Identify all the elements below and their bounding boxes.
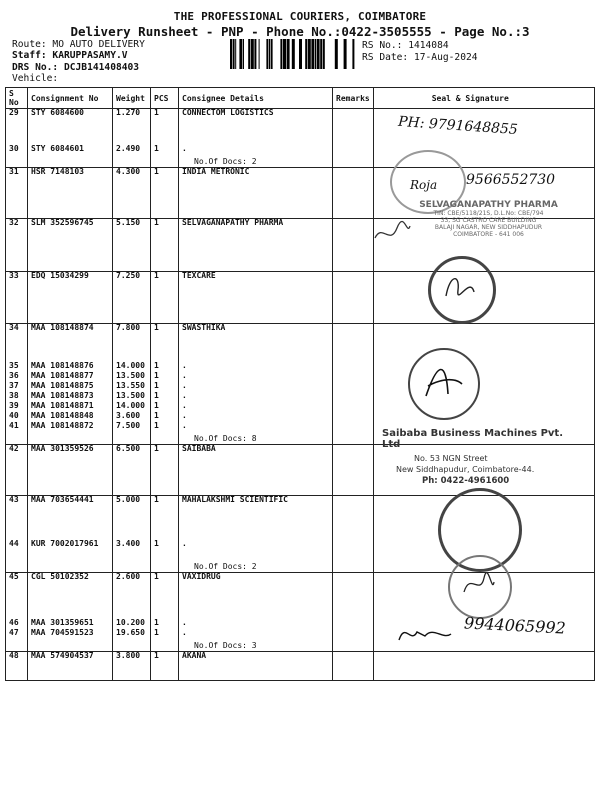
cell-weight xyxy=(113,445,151,496)
cell-weight-text: 7.500 xyxy=(116,421,141,430)
cell-weight-text: 19.650 xyxy=(116,628,145,637)
cell-weight-text: 13.500 xyxy=(116,391,145,400)
cell-consignee-text: MAHALAKSHMI SCIENTIFIC xyxy=(182,495,288,504)
stamp-selva-line1: TIN: CBE/5118/21S, D.L.No: CBE/794 xyxy=(433,210,544,217)
cell-weight xyxy=(113,540,151,573)
cell-pcs-text: 1 xyxy=(154,323,159,332)
cell-consignee-text: . xyxy=(182,411,187,420)
col-pcs: PCS xyxy=(151,88,179,109)
barcode-bar xyxy=(335,39,338,69)
stamp-saibaba-line4: Ph: 0422-4961600 xyxy=(422,476,510,486)
stamp-selva-name: SELVAGANAPATHY PHARMA xyxy=(419,200,558,210)
cell-consignee xyxy=(179,382,333,392)
cell-weight xyxy=(113,422,151,445)
cell-remarks xyxy=(333,219,374,272)
signature-scribble-texcare xyxy=(440,268,480,304)
col-remarks: Remarks xyxy=(333,88,374,109)
cell-consignee-text: . xyxy=(182,361,187,370)
barcode-bar xyxy=(292,39,295,69)
cell-seal-signature xyxy=(373,402,594,412)
cell-sno-text: 31 xyxy=(9,167,19,176)
cell-weight-text: 6.500 xyxy=(116,444,141,453)
vehicle-label: Vehicle: xyxy=(12,73,59,84)
cell-consignee xyxy=(179,372,333,382)
cell-consignment-no xyxy=(28,324,113,363)
cell-consignee-text: TEXCARE xyxy=(182,271,216,280)
cell-pcs-text: 1 xyxy=(154,144,159,153)
cell-remarks xyxy=(333,382,374,392)
cell-consignment-no xyxy=(28,445,113,496)
cell-weight-text: 14.000 xyxy=(116,401,145,410)
cell-pcs-text: 1 xyxy=(154,108,159,117)
cell-sno-text: 37 xyxy=(9,381,19,390)
cell-weight xyxy=(113,109,151,146)
cell-weight xyxy=(113,652,151,681)
cell-consignee-text: . xyxy=(182,539,187,548)
cell-pcs-text: 1 xyxy=(154,411,159,420)
cell-sno xyxy=(6,540,28,573)
cell-consignment-no xyxy=(28,629,113,652)
cell-consignment-no-text: CGL 50102352 xyxy=(31,572,89,581)
staff-label: Staff: KARUPPASAMY.V xyxy=(12,50,128,61)
cell-consignee-text: . xyxy=(182,628,187,637)
barcode-bar xyxy=(283,39,286,69)
col-sno: S No xyxy=(6,88,28,109)
cell-consignee xyxy=(179,412,333,422)
barcode-bar xyxy=(271,39,273,69)
cell-consignee xyxy=(179,324,333,363)
cell-consignee xyxy=(179,362,333,372)
cell-remarks xyxy=(333,540,374,573)
cell-consignment-no-text: STY 6084600 xyxy=(31,108,84,117)
cell-seal-signature xyxy=(373,382,594,392)
saibaba-stamp xyxy=(382,428,582,486)
cell-consignee xyxy=(179,219,333,272)
cell-remarks xyxy=(333,145,374,168)
cell-consignment-no xyxy=(28,219,113,272)
cell-weight-text: 7.800 xyxy=(116,323,141,332)
barcode-bar xyxy=(266,39,268,69)
cell-consignment-no-text: MAA 301359526 xyxy=(31,444,94,453)
cell-consignment-no-text: MAA 301359651 xyxy=(31,618,94,627)
cell-consignee-text: . xyxy=(182,391,187,400)
cell-consignee-text: . xyxy=(182,421,187,430)
cell-pcs xyxy=(151,496,179,541)
barcode-bar xyxy=(287,39,290,69)
cell-weight xyxy=(113,573,151,620)
company-title: THE PROFESSIONAL COURIERS, COIMBATORE xyxy=(173,10,427,23)
docs-count: No.Of Docs: 3 xyxy=(194,640,257,650)
cell-consignment-no-text: MAA 108148877 xyxy=(31,371,94,380)
cell-consignee-text: . xyxy=(182,144,187,153)
cell-consignee-text: SELVAGANAPATHY PHARMA xyxy=(182,218,284,227)
barcode-bar xyxy=(299,39,302,69)
cell-consignee xyxy=(179,629,333,652)
cell-consignee xyxy=(179,272,333,324)
cell-weight-text: 7.250 xyxy=(116,271,141,280)
cell-sno xyxy=(6,219,28,272)
cell-remarks xyxy=(333,362,374,372)
barcode-bar xyxy=(344,39,347,69)
stamp-selva-line3: BALAJI NAGAR, NEW SIDDHAPUDUR xyxy=(434,224,543,231)
barcode-bar xyxy=(248,39,250,69)
cell-consignee xyxy=(179,445,333,496)
cell-pcs xyxy=(151,168,179,219)
cell-pcs-text: 1 xyxy=(154,361,159,370)
handwritten-phone-1: PH: 9791648855 xyxy=(397,113,519,139)
cell-consignment-no-text: STY 6084601 xyxy=(31,144,84,153)
cell-remarks xyxy=(333,402,374,412)
cell-consignment-no-text: MAA 108148871 xyxy=(31,401,94,410)
cell-sno-text: 33 xyxy=(9,271,19,280)
cell-consignee-text: . xyxy=(182,371,187,380)
rs-date: RS Date: 17-Aug-2024 xyxy=(362,52,478,63)
cell-remarks xyxy=(333,392,374,402)
cell-sno xyxy=(6,652,28,681)
barcode-bar xyxy=(243,39,244,69)
cell-consignee xyxy=(179,402,333,412)
cell-remarks xyxy=(333,445,374,496)
cell-consignee-text: VAXIDRUG xyxy=(182,572,221,581)
cell-consignment-no-text: MAA 108148872 xyxy=(31,421,94,430)
cell-pcs-text: 1 xyxy=(154,401,159,410)
cell-sno xyxy=(6,324,28,363)
cell-consignment-no xyxy=(28,272,113,324)
cell-remarks xyxy=(333,324,374,363)
cell-seal-signature xyxy=(373,372,594,382)
cell-sno-text: 44 xyxy=(9,539,19,548)
barcode-bar xyxy=(317,39,320,69)
cell-sno-text: 30 xyxy=(9,144,19,153)
cell-weight-text: 13.550 xyxy=(116,381,145,390)
cell-pcs-text: 1 xyxy=(154,381,159,390)
cell-pcs-text: 1 xyxy=(154,444,159,453)
cell-seal-signature xyxy=(373,392,594,402)
cell-weight xyxy=(113,272,151,324)
stamp-saibaba-line2: No. 53 NGN Street xyxy=(414,454,488,463)
col-consignment: Consignment No xyxy=(28,88,113,109)
cell-consignee xyxy=(179,619,333,629)
handwritten-name-roja: Roja xyxy=(410,178,438,192)
cell-weight-text: 13.500 xyxy=(116,371,145,380)
cell-pcs xyxy=(151,652,179,681)
cell-sno-text: 38 xyxy=(9,391,19,400)
barcode-bar xyxy=(352,39,354,69)
cell-consignee-text: INDIA METRONIC xyxy=(182,167,250,176)
cell-consignee xyxy=(179,540,333,573)
cell-sno-text: 35 xyxy=(9,361,19,370)
cell-pcs xyxy=(151,145,179,168)
cell-seal-signature xyxy=(373,362,594,372)
cell-consignee xyxy=(179,168,333,219)
cell-consignment-no-text: MAA 574904537 xyxy=(31,651,94,660)
cell-pcs xyxy=(151,272,179,324)
barcode-bar xyxy=(233,39,235,69)
signature-scribble-vaxidrug xyxy=(458,566,498,602)
barcode-bar xyxy=(320,39,322,69)
barcode-bar xyxy=(323,39,325,69)
cell-pcs-text: 1 xyxy=(154,628,159,637)
cell-weight-text: 3.400 xyxy=(116,539,141,548)
barcode-bar xyxy=(254,39,256,69)
cell-seal-signature xyxy=(373,412,594,422)
cell-sno xyxy=(6,496,28,541)
cell-consignment-no xyxy=(28,168,113,219)
cell-consignee-text: SAIBABA xyxy=(182,444,216,453)
cell-remarks xyxy=(333,422,374,445)
cell-remarks xyxy=(333,168,374,219)
cell-pcs xyxy=(151,109,179,146)
cell-consignee xyxy=(179,573,333,620)
cell-sno-text: 47 xyxy=(9,628,19,637)
handwritten-phone-2: 9566552730 xyxy=(466,172,556,188)
cell-weight-text: 4.300 xyxy=(116,167,141,176)
cell-remarks xyxy=(333,372,374,382)
cell-sno xyxy=(6,272,28,324)
route-label: Route: MO AUTO DELIVERY xyxy=(12,39,145,50)
cell-sno xyxy=(6,573,28,620)
cell-pcs-text: 1 xyxy=(154,391,159,400)
cell-consignee-text: . xyxy=(182,381,187,390)
cell-weight-text: 2.600 xyxy=(116,572,141,581)
cell-consignment-no xyxy=(28,540,113,573)
cell-sno xyxy=(6,168,28,219)
cell-weight-text: 1.270 xyxy=(116,108,141,117)
col-seal-signature: Seal & Signature xyxy=(373,88,594,109)
col-weight: Weight xyxy=(113,88,151,109)
cell-remarks xyxy=(333,109,374,146)
cell-sno xyxy=(6,422,28,445)
table-row xyxy=(6,272,595,324)
barcode-bar xyxy=(315,39,316,69)
cell-sno-text: 46 xyxy=(9,618,19,627)
barcode-bar xyxy=(251,39,254,69)
cell-pcs-text: 1 xyxy=(154,371,159,380)
cell-consignment-no-text: MAA 108148875 xyxy=(31,381,94,390)
cell-weight xyxy=(113,496,151,541)
cell-consignment-no-text: EDQ 15034299 xyxy=(31,271,89,280)
cell-pcs-text: 1 xyxy=(154,572,159,581)
cell-consignment-no-text: MAA 108148848 xyxy=(31,411,94,420)
table-row xyxy=(6,652,595,681)
cell-consignee xyxy=(179,496,333,541)
cell-pcs xyxy=(151,422,179,445)
cell-consignee xyxy=(179,422,333,445)
rs-number: RS No.: 1414084 xyxy=(362,40,449,51)
cell-sno-text: 40 xyxy=(9,411,19,420)
runsheet-subtitle: Delivery Runsheet - PNP - Phone No.:0422-3505555 - Page No.:3 xyxy=(70,24,530,39)
cell-sno-text: 41 xyxy=(9,421,19,430)
table-row xyxy=(6,324,595,363)
cell-pcs xyxy=(151,219,179,272)
cell-consignee xyxy=(179,392,333,402)
cell-sno-text: 34 xyxy=(9,323,19,332)
cell-sno-text: 42 xyxy=(9,444,19,453)
barcode-bar xyxy=(269,39,270,69)
cell-weight xyxy=(113,168,151,219)
cell-consignment-no-text: MAA 108148874 xyxy=(31,323,94,332)
cell-pcs-text: 1 xyxy=(154,651,159,660)
barcode-bar xyxy=(259,39,260,69)
cell-pcs xyxy=(151,324,179,363)
barcode xyxy=(230,39,356,69)
cell-sno xyxy=(6,445,28,496)
cell-sno-text: 36 xyxy=(9,371,19,380)
cell-remarks xyxy=(333,619,374,629)
cell-consignment-no xyxy=(28,496,113,541)
handwritten-phone-3: 9944065992 xyxy=(463,613,567,638)
docs-count: No.Of Docs: 2 xyxy=(194,156,257,166)
signature-scribble-swasthika xyxy=(418,356,468,406)
signature-scribble-selva xyxy=(372,218,412,248)
cell-consignment-no xyxy=(28,573,113,620)
stamp-saibaba-line1: Saibaba Business Machines Pvt. Ltd xyxy=(382,428,564,450)
cell-weight-text: 14.000 xyxy=(116,361,145,370)
cell-pcs-text: 1 xyxy=(154,167,159,176)
cell-consignment-no-text: MAA 108148873 xyxy=(31,391,94,400)
cell-sno xyxy=(6,109,28,146)
cell-pcs-text: 1 xyxy=(154,421,159,430)
cell-remarks xyxy=(333,573,374,620)
cell-weight-text: 3.600 xyxy=(116,411,141,420)
cell-weight xyxy=(113,324,151,363)
cell-seal-signature xyxy=(373,324,594,363)
cell-weight xyxy=(113,145,151,168)
cell-consignee xyxy=(179,109,333,146)
cell-consignee-text: . xyxy=(182,401,187,410)
stamp-selva-line2: 33, SG CASTRO CARE BUILDING xyxy=(440,217,537,224)
drs-number: DRS No.: DCJB141408403 xyxy=(12,62,140,73)
table-header-row xyxy=(6,88,595,109)
cell-weight-text: 2.490 xyxy=(116,144,141,153)
cell-pcs-text: 1 xyxy=(154,271,159,280)
cell-pcs-text: 1 xyxy=(154,495,159,504)
cell-seal-signature xyxy=(373,652,594,681)
table-row xyxy=(6,145,595,168)
cell-pcs xyxy=(151,445,179,496)
cell-weight-text: 5.000 xyxy=(116,495,141,504)
cell-consignee-text: SWASTHIKA xyxy=(182,323,226,332)
cell-weight-text: 3.800 xyxy=(116,651,141,660)
col-consignee: Consignee Details xyxy=(179,88,333,109)
cell-consignee-text: . xyxy=(182,618,187,627)
barcode-bar xyxy=(239,39,242,69)
cell-sno xyxy=(6,629,28,652)
cell-sno-text: 32 xyxy=(9,218,19,227)
barcode-bar xyxy=(235,39,236,69)
barcode-bar xyxy=(311,39,314,69)
cell-pcs xyxy=(151,629,179,652)
cell-remarks xyxy=(333,496,374,541)
cell-remarks xyxy=(333,629,374,652)
signature-scribble-akana xyxy=(395,618,455,646)
cell-consignment-no xyxy=(28,109,113,146)
stamp-selva-line4: COIMBATORE - 641 006 xyxy=(453,231,524,238)
cell-pcs xyxy=(151,573,179,620)
cell-sno-text: 39 xyxy=(9,401,19,410)
cell-consignee xyxy=(179,652,333,681)
cell-consignee-text: AKANA xyxy=(182,651,207,660)
cell-consignment-no-text: MAA 108148876 xyxy=(31,361,94,370)
cell-consignment-no xyxy=(28,145,113,168)
selvaganapathy-stamp xyxy=(396,200,581,238)
cell-weight xyxy=(113,629,151,652)
cell-pcs-text: 1 xyxy=(154,618,159,627)
barcode-bar xyxy=(305,39,307,69)
cell-consignment-no-text: MAA 704591523 xyxy=(31,628,94,637)
cell-remarks xyxy=(333,652,374,681)
cell-sno-text: 29 xyxy=(9,108,19,117)
docs-count: No.Of Docs: 2 xyxy=(194,561,257,571)
cell-remarks xyxy=(333,412,374,422)
docs-count: No.Of Docs: 8 xyxy=(194,433,257,443)
cell-consignment-no-text: KUR 7002017961 xyxy=(31,539,99,548)
cell-sno-text: 43 xyxy=(9,495,19,504)
cell-consignee-text: CONNECTOM LOGISTICS xyxy=(182,108,274,117)
cell-sno-text: 45 xyxy=(9,572,19,581)
cell-consignment-no-text: SLM 352596745 xyxy=(31,218,94,227)
cell-consignment-no-text: MAA 703654441 xyxy=(31,495,94,504)
cell-consignment-no-text: HSR 7148103 xyxy=(31,167,84,176)
cell-weight xyxy=(113,219,151,272)
cell-consignment-no xyxy=(28,652,113,681)
barcode-bar xyxy=(308,39,311,69)
cell-pcs-text: 1 xyxy=(154,539,159,548)
cell-weight-text: 5.150 xyxy=(116,218,141,227)
barcode-bar xyxy=(280,39,282,69)
cell-pcs xyxy=(151,540,179,573)
cell-consignee xyxy=(179,145,333,168)
cell-sno xyxy=(6,145,28,168)
cell-remarks xyxy=(333,272,374,324)
cell-pcs-text: 1 xyxy=(154,218,159,227)
cell-sno-text: 48 xyxy=(9,651,19,660)
barcode-bar xyxy=(230,39,232,69)
cell-weight-text: 10.200 xyxy=(116,618,145,627)
stamp-saibaba-line3: New Siddhapudur, Coimbatore-44. xyxy=(396,465,535,474)
cell-consignment-no xyxy=(28,422,113,445)
